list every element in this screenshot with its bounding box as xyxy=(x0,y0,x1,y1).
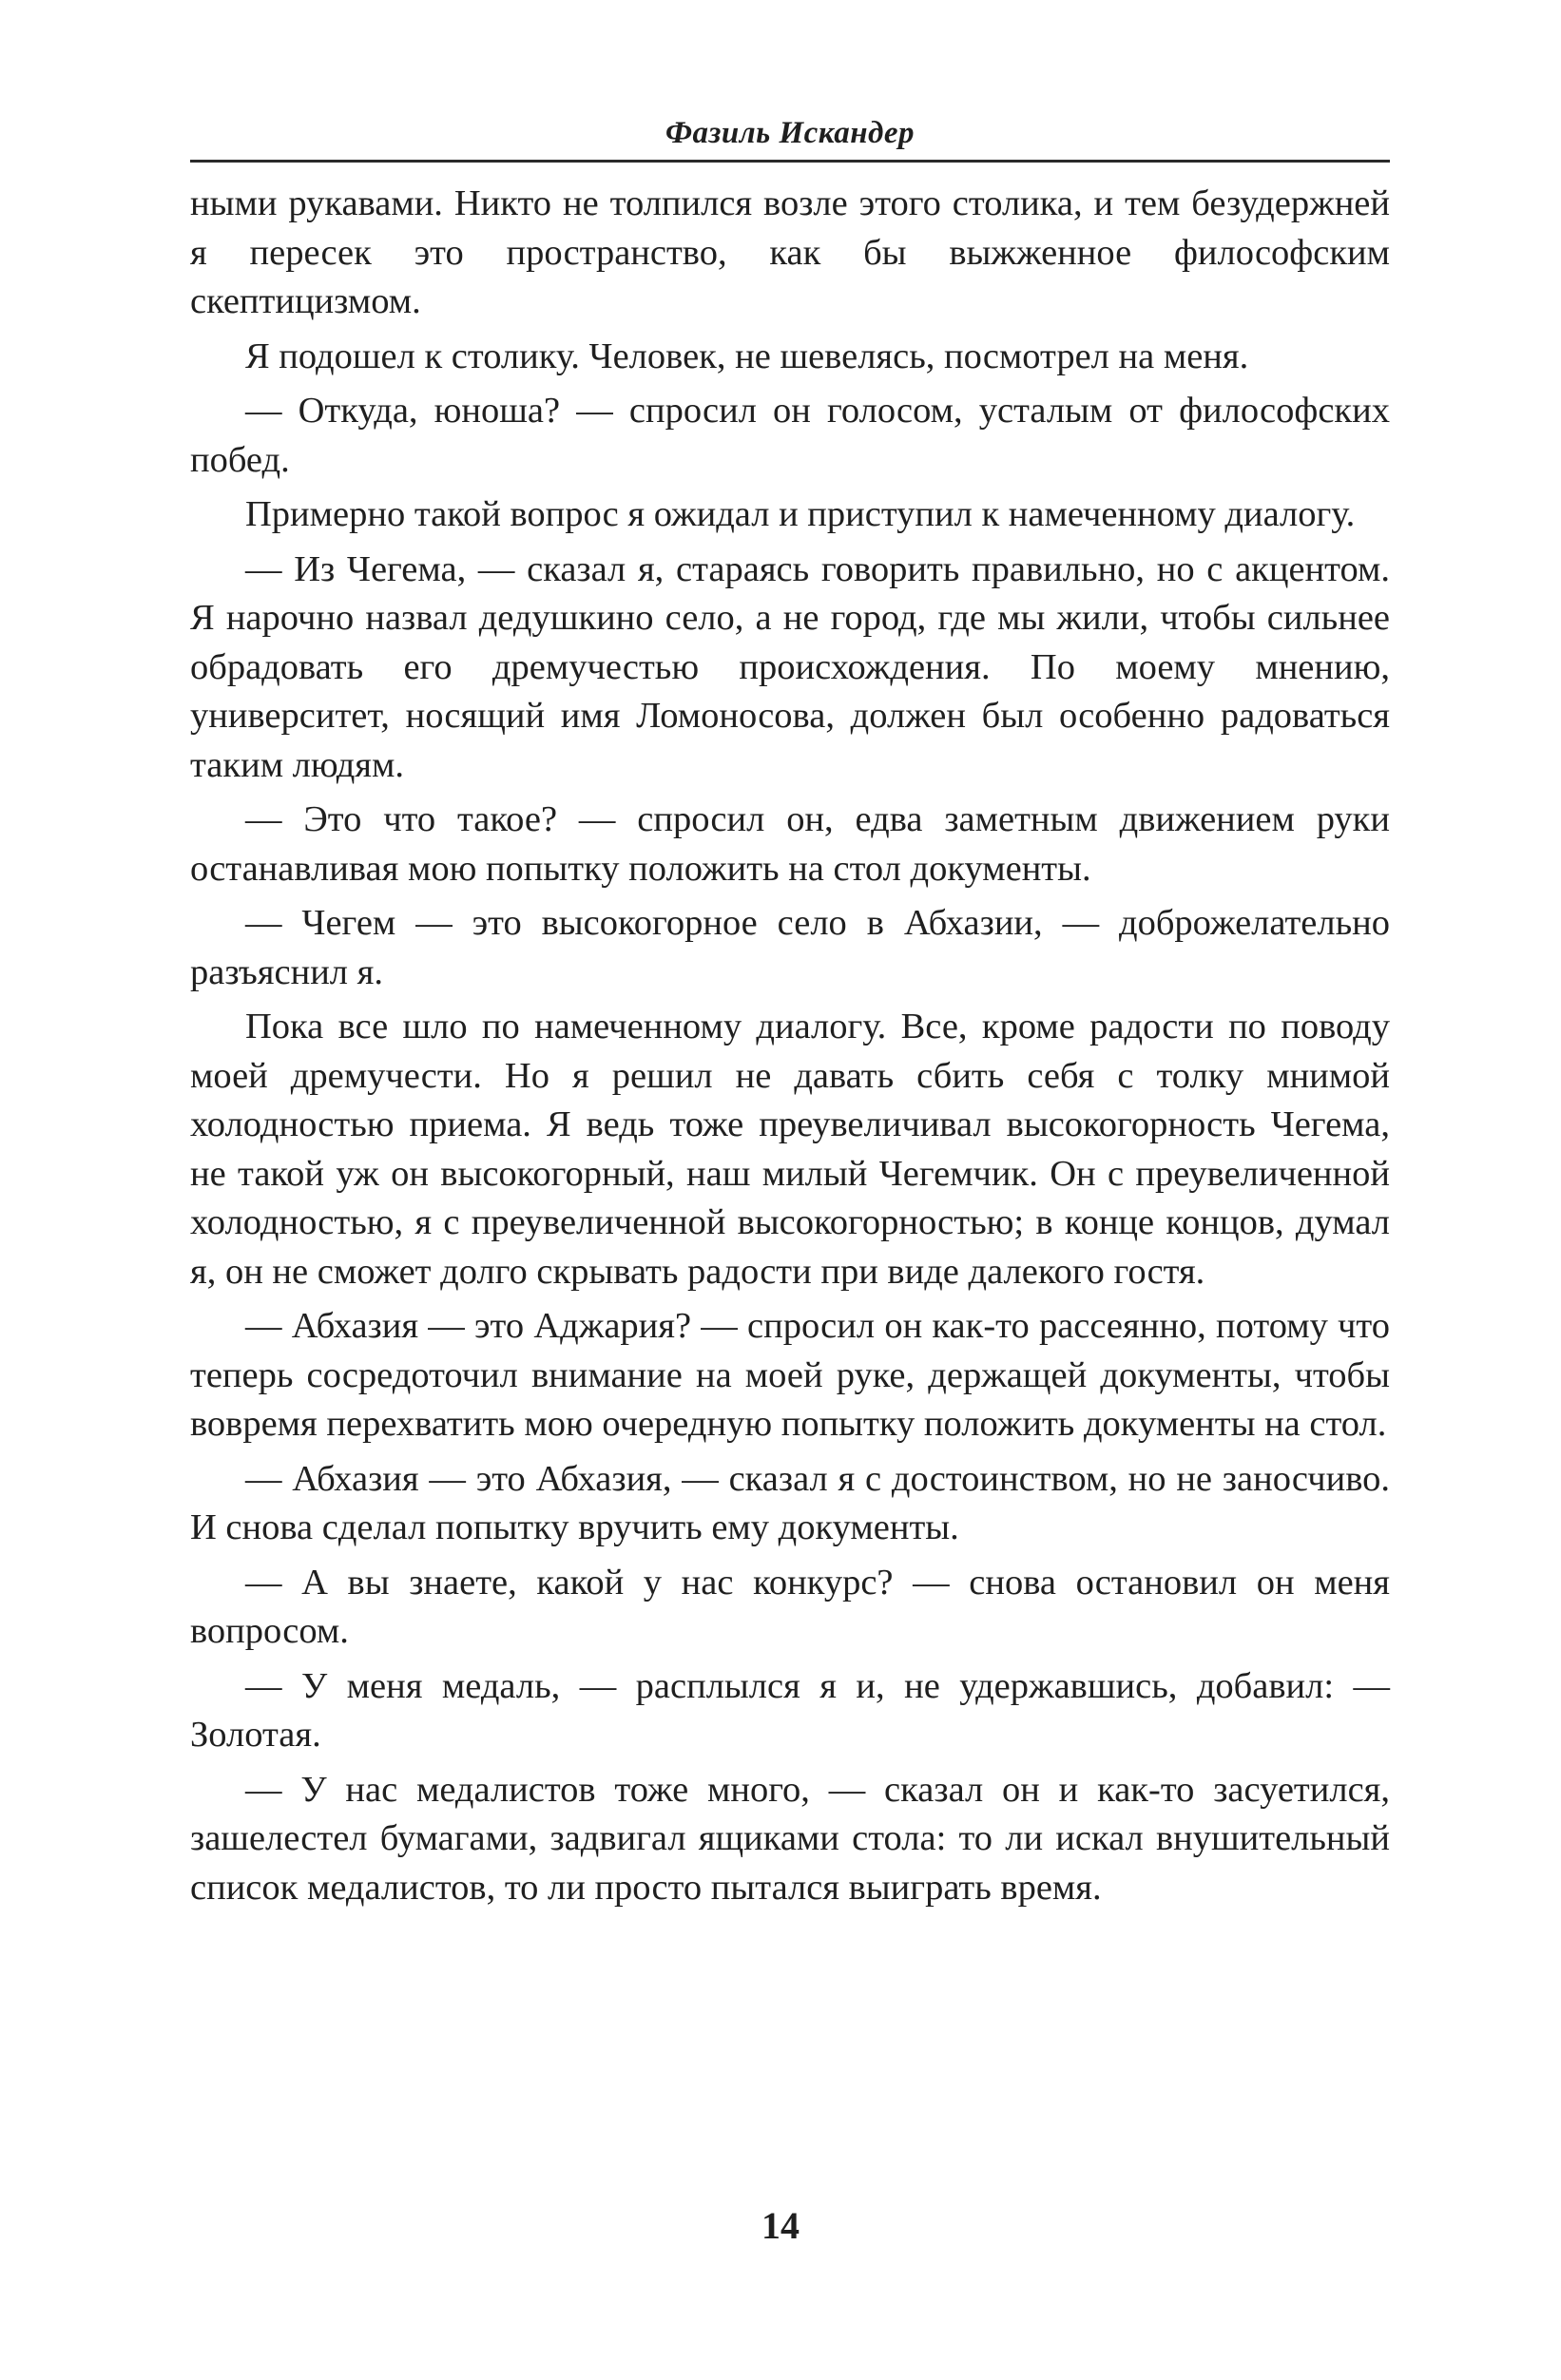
body-text xyxy=(190,180,1390,1912)
paragraph-9: — Абхазия — это Аджария? — спросил он как-то рассеянно, потому что теперь сосредоточил внимание на моей руке, держащей документы, чтобы вовремя перехватить мою очередную попытку положить документы на стол. xyxy=(190,1306,1390,1444)
book-page xyxy=(190,114,1390,1918)
running-head-author: Фазиль Искандер xyxy=(665,116,915,150)
paragraph-11: — А вы знаете, какой у нас конкурс? — снова остановил он меня вопросом. xyxy=(190,1562,1390,1651)
paragraph-12: — У меня медаль, — расплылся я и, не удержавшись, добавил: — Золотая. xyxy=(190,1665,1390,1755)
paragraph-7: — Чегем — это высокогорное село в Абхазии, — доброжелательно разъяснил я. xyxy=(190,903,1390,992)
paragraph-3: — Откуда, юноша? — спросил он голосом, усталым от философских побед. xyxy=(190,391,1390,480)
page-number: 14 xyxy=(761,2204,800,2247)
paragraph-8: Пока все шло по намеченному диалогу. Все, кроме радости по поводу моей дремучести. Но я решил не давать сбить себя с толку мнимой холодностью приема. Я ведь тоже преувеличивал высокогорность Чегема, не такой уж он высокогорный, наш милый Чегемчик. Он с преувеличенной холодностью, я с преувеличенной высокогорностью; в конце концов, думал я, он не сможет долго скрывать радости при виде далекого гостя. xyxy=(190,1007,1390,1292)
header-divider xyxy=(190,160,1390,163)
paragraph-10: — Абхазия — это Абхазия, — сказал я с достоинством, но не заносчиво. И снова сделал попытку вручить ему документы. xyxy=(190,1458,1390,1547)
paragraph-6: — Это что такое? — спросил он, едва заметным движением руки останавливая мою попытку положить на стол документы. xyxy=(190,799,1390,889)
paragraph-4: Примерно такой вопрос я ожидал и приступил к намеченному диалогу. xyxy=(245,494,1356,534)
paragraph-13: — У нас медалистов тоже много, — сказал он и как-то засуетился, зашелестел бумагами, задвигал ящиками стола: то ли искал внушительный список медалистов, то ли просто пытался выиграть время. xyxy=(190,1769,1390,1908)
paragraph-1: ными рукавами. Никто не толпился возле этого столика, и тем безудержней я пересек это пространство, как бы выжженное философским скептицизмом. xyxy=(190,183,1390,321)
paragraph-2: Я подошел к столику. Человек, не шевелясь, посмотрел на меня. xyxy=(245,336,1249,376)
paragraph-5: — Из Чегема, — сказал я, стараясь говорить правильно, но с акцентом. Я нарочно назвал дедушкино село, а не город, где мы жили, чтобы сильнее обрадовать его дремучестью происхождения. По моему мнению, университет, носящий имя Ломоносова, должен был особенно радоваться таким людям. xyxy=(190,548,1390,785)
